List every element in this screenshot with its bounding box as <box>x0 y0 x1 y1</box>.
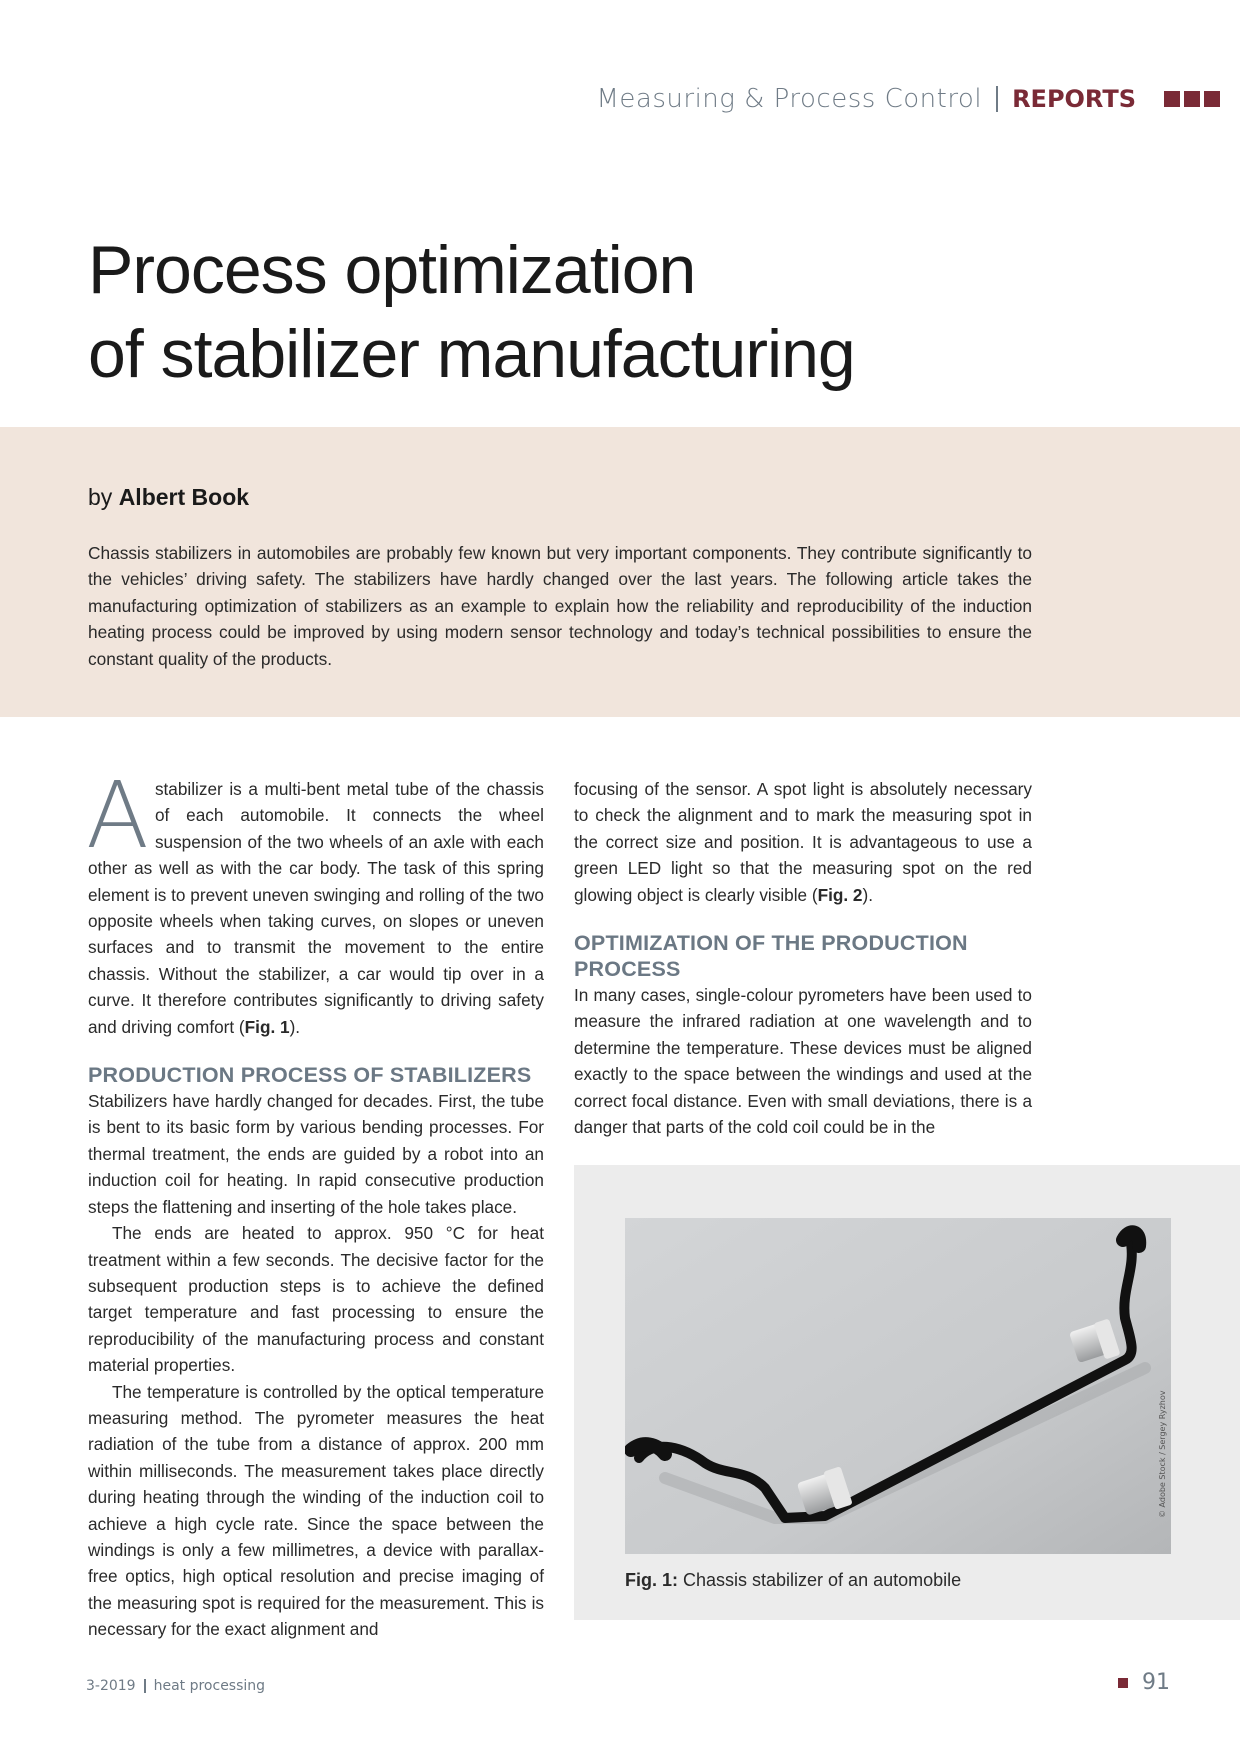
intro-end: ). <box>289 1016 301 1037</box>
page-marker-icon <box>1118 1678 1128 1688</box>
body-text-end: ). <box>862 884 873 905</box>
running-header <box>597 84 1221 114</box>
header-divider <box>996 86 998 112</box>
body-text: focusing of the sensor. A spot light is absolutely necessary to check the alignment and to mark the measuring spot in the correct size and position. It is advantageous to use a green LED light so that the measuring spot on the red glowing object is clearly visible ( <box>574 779 1032 905</box>
section-name: Measuring & Process Control <box>596 84 983 114</box>
photo-credit: © Adobe Stock / Sergey Ryzhov <box>1158 1390 1167 1518</box>
caption-label: Fig. 1: <box>625 1570 678 1590</box>
byline <box>88 484 249 511</box>
drop-cap: A <box>86 762 149 869</box>
title-line-1: Process optimization <box>88 232 696 308</box>
figure-reference: Fig. 1 <box>244 1016 290 1037</box>
intro-paragraph <box>86 762 544 1040</box>
body-paragraph: In many cases, single-colour pyrometers have been used to measure the infrared radiation at one wavelength and to determine the temperature. These devices must be aligned exactly to the space between the windings and used at the correct focal distance. Even with small deviations, there is a danger that parts of the cold coil could be in the <box>574 985 1032 1138</box>
title-line-2: of stabilizer manufacturing <box>88 316 855 392</box>
left-column <box>86 762 544 1643</box>
figure-caption <box>625 1570 961 1591</box>
footer-page <box>1118 1670 1170 1695</box>
footer-issue <box>86 1678 265 1694</box>
article-title <box>88 228 855 396</box>
abstract-text: Chassis stabilizers in automobiles are probably few known but very important components. They contribute significantly to the vehicles’ driving safety. The stabilizers have hardly changed over the last years. The following article takes the manufacturing optimization of stabilizers as an example to explain how the reliability and reproducibility of the induction heating process could be improved by using modern sensor technology and today’s technical possibilities to ensure the constant quality of the products. <box>88 543 1032 669</box>
body-paragraph: The temperature is controlled by the optical temperature measuring method. The pyrometer measures the heat radiation of the tube from a distance of approx. 200 mm within milliseconds. The measurement takes place directly during heating through the winding of the induction coil to achieve a high cycle rate. Since the space between the windings is only a few millimetres, a device with parallax-free optics, high optical resolution and precise imaging of the measuring spot is required for the measurement. This is necessary for the exact alignment and <box>88 1381 544 1640</box>
issue-number: 3-2019 <box>86 1678 136 1694</box>
body-paragraph: Stabilizers have hardly changed for decades. First, the tube is bent to its basic form by various bending processes. For thermal treatment, the ends are guided by a robot into an induction coil for heating. In rapid consecutive production steps the flattening and inserting of the hole takes place. <box>88 1091 544 1217</box>
stabilizer-illustration <box>625 1218 1171 1554</box>
caption-text: Chassis stabilizer of an automobile <box>678 1570 962 1590</box>
section-heading: OPTIMIZATION OF THE PRODUCTION PROCESS <box>574 931 968 982</box>
body-paragraph: The ends are heated to approx. 950 °C for heat treatment within a few seconds. The decisive factor for the subsequent production steps is to achieve the defined target temperature and fast processing to ensure the reproducibility of the manufacturing process and constant material properties. <box>88 1223 544 1376</box>
header-squares-icon <box>1164 91 1220 107</box>
figure-reference: Fig. 2 <box>817 884 863 905</box>
stabilizer-photo <box>625 1218 1171 1554</box>
category-label: REPORTS <box>1012 85 1136 113</box>
byline-prefix: by <box>88 484 113 510</box>
footer-divider <box>144 1679 146 1693</box>
journal-name: heat processing <box>153 1678 266 1694</box>
page-number: 91 <box>1142 1670 1170 1695</box>
section-heading: PRODUCTION PROCESS OF STABILIZERS <box>88 1063 532 1088</box>
intro-text: stabilizer is a multi-bent metal tube of the chassis of each automobile. It connects the wheel suspension of the two wheels of an axle with each other as well as with the car body. The task of this spring element is to prevent uneven swinging and rolling of the two opposite wheels when taking curves, on slopes or uneven surfaces and to transmit the movement to the entire chassis. Without the stabilizer, a car would tip over in a curve. It therefore contributes significantly to driving safety and driving comfort ( <box>88 779 544 1037</box>
body-paragraph <box>574 776 1032 908</box>
right-column <box>574 776 1032 1140</box>
author-name: Albert Book <box>118 484 250 510</box>
